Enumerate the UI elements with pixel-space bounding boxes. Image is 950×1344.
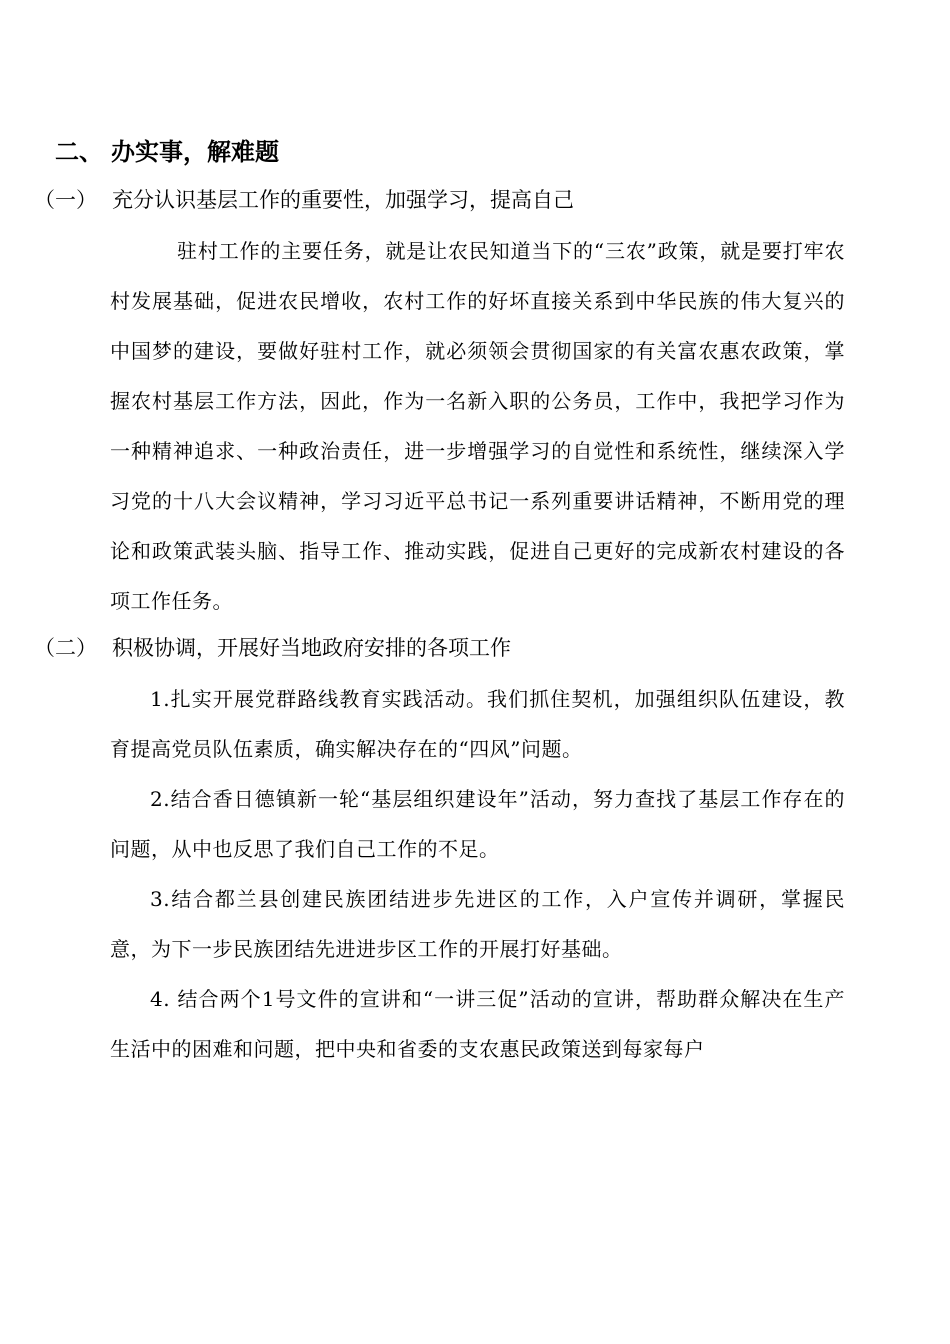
section-heading <box>55 132 279 172</box>
subsection-number-2: （二） <box>34 636 97 660</box>
paragraph-2-4: 4. 结合两个1号文件的宣讲和“一讲三促”活动的宣讲，帮助群众解决在生产生活中的困难和问题，把中央和省委的支农惠民政策送到每家每户 <box>110 987 845 1061</box>
subsection-heading-1 <box>34 180 574 220</box>
subsection-heading-2 <box>34 628 511 668</box>
paragraph-2-2: 2.结合香日德镇新一轮“基层组织建设年”活动，努力查找了基层工作存在的问题，从中也反思了我们自己工作的不足。 <box>110 787 845 861</box>
subsection-title-2: 积极协调，开展好当地政府安排的各项工作 <box>112 636 511 660</box>
paragraph-1-1: 驻村工作的主要任务，就是让农民知道当下的“三农”政策，就是要打牢农村发展基础，促进农民增收，农村工作的好坏直接关系到中华民族的伟大复兴的中国梦的建设，要做好驻村工作，就必须领会贯彻国家的有关富农惠农政策，掌握农村基层工作方法，因此，作为一名新入职的公务员，工作中，我把学习作为一种精神追求、一种政治责任，进一步增强学习的自觉性和系统性，继续深入学习党的十八大会议精神，学习习近平总书记一系列重要讲话精神，不断用党的理论和政策武装头脑、指导工作、推动实践，促进自己更好的完成新农村建设的各项工作任务。 <box>110 239 845 613</box>
subsection-title-1: 充分认识基层工作的重要性，加强学习，提高自己 <box>112 188 574 212</box>
paragraph-2-1: 1.扎实开展党群路线教育实践活动。我们抓住契机，加强组织队伍建设，教育提高党员队伍素质，确实解决存在的“四风”问题。 <box>110 687 845 761</box>
subsection-number-1: （一） <box>34 188 97 212</box>
paragraph-2-3: 3.结合都兰县创建民族团结进步先进区的工作，入户宣传并调研，掌握民意，为下一步民族团结先进进步区工作的开展打好基础。 <box>110 887 845 961</box>
section-title: 办实事，解难题 <box>111 137 279 166</box>
section-number: 二、 <box>55 137 103 166</box>
